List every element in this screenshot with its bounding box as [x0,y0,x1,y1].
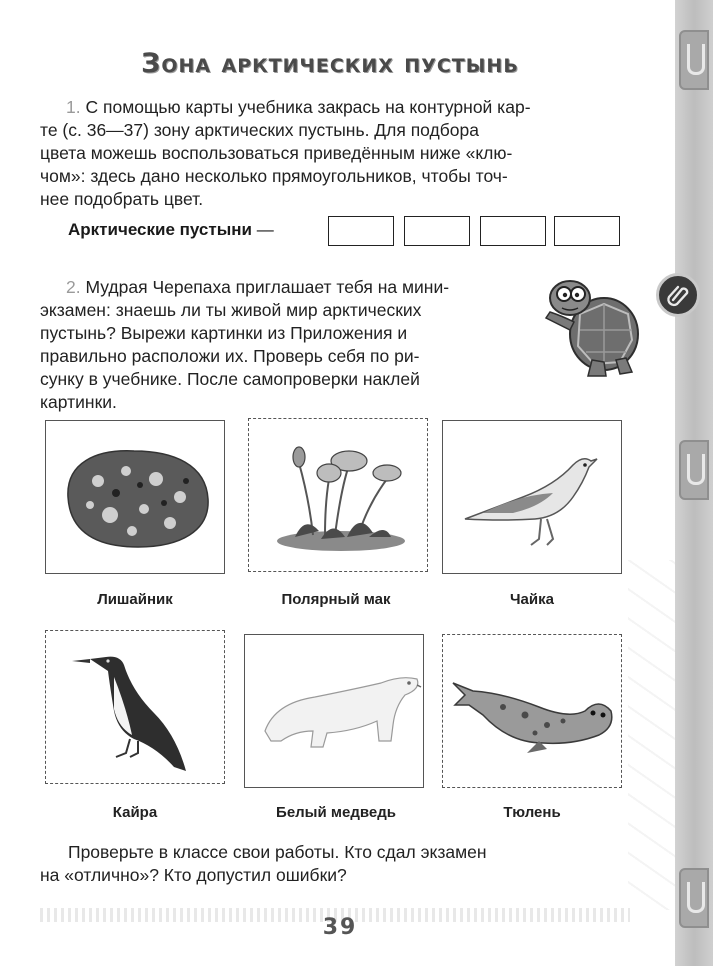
color-swatch-box[interactable] [328,216,394,246]
page-title: Зона арктических пустынь [141,48,519,79]
bookmark-tab-bottom [679,868,709,928]
color-swatch-box[interactable] [404,216,470,246]
task-1-line: цвета можешь воспользоваться приведённым ниже «клю- [40,143,513,163]
legend-dash: — [256,220,274,239]
seal-illustration [443,635,623,789]
closing-line: Проверьте в классе свои работы. Кто сдал экзамен [68,842,487,862]
guillemot-illustration [46,631,226,785]
polar-poppy-illustration [249,419,429,573]
card-caption: Кайра [112,804,158,821]
task-2 [40,276,523,414]
closing-line: на «отлично»? Кто допустил ошибки? [40,865,347,885]
task-1-number: 1. [66,97,81,117]
task-1-line: те (с. 36—37) зону арктических пустынь. Для подбора [40,120,479,140]
task-2-line: Мудрая Черепаха приглашает тебя на мини- [85,277,450,297]
page-number: 39 [322,915,358,940]
card-caption: Полярный мак [281,591,391,608]
task-1 [40,96,624,211]
color-swatch-box[interactable] [480,216,546,246]
card-caption: Тюлень [503,804,561,821]
task-2-line: сунку в учебнике. После самопроверки наклей [40,369,420,389]
task-2-line: правильно расположи их. Проверь себя по ри- [40,346,420,366]
card-caption: Белый медведь [276,804,396,821]
picture-card-polar-bear [244,634,424,788]
task-1-line: С помощью карты учебника закрась на контурной кар- [85,97,531,117]
task-1-line: чом»: здесь дано несколько прямоугольников, чтобы точ- [40,166,508,186]
task-2-line: пустынь? Вырежи картинки из Приложения и [40,323,408,343]
task-2-line: картинки. [40,392,117,412]
card-caption: Лишайник [97,591,173,608]
lichen-illustration [46,421,226,575]
picture-card-seal [442,634,622,788]
paperclip-icon [656,273,700,317]
legend-label: Арктические пустыни [68,220,252,239]
leaf-pattern-background [628,560,675,910]
picture-card-guillemot [45,630,225,784]
color-key [68,216,628,248]
wise-turtle-illustration [540,268,644,380]
picture-card-gull [442,420,622,574]
polar-bear-illustration [245,635,425,789]
card-caption: Чайка [510,591,554,608]
bookmark-tab-middle [679,440,709,500]
task-1-line: нее подобрать цвет. [40,189,204,209]
gull-illustration [443,421,623,575]
bookmark-tab-top [679,30,709,90]
picture-card-polar-poppy [248,418,428,572]
task-2-number: 2. [66,277,81,297]
color-swatch-box[interactable] [554,216,620,246]
picture-card-lichen [45,420,225,574]
closing-question [40,841,624,887]
task-2-line: экзамен: знаешь ли ты живой мир арктических [40,300,422,320]
